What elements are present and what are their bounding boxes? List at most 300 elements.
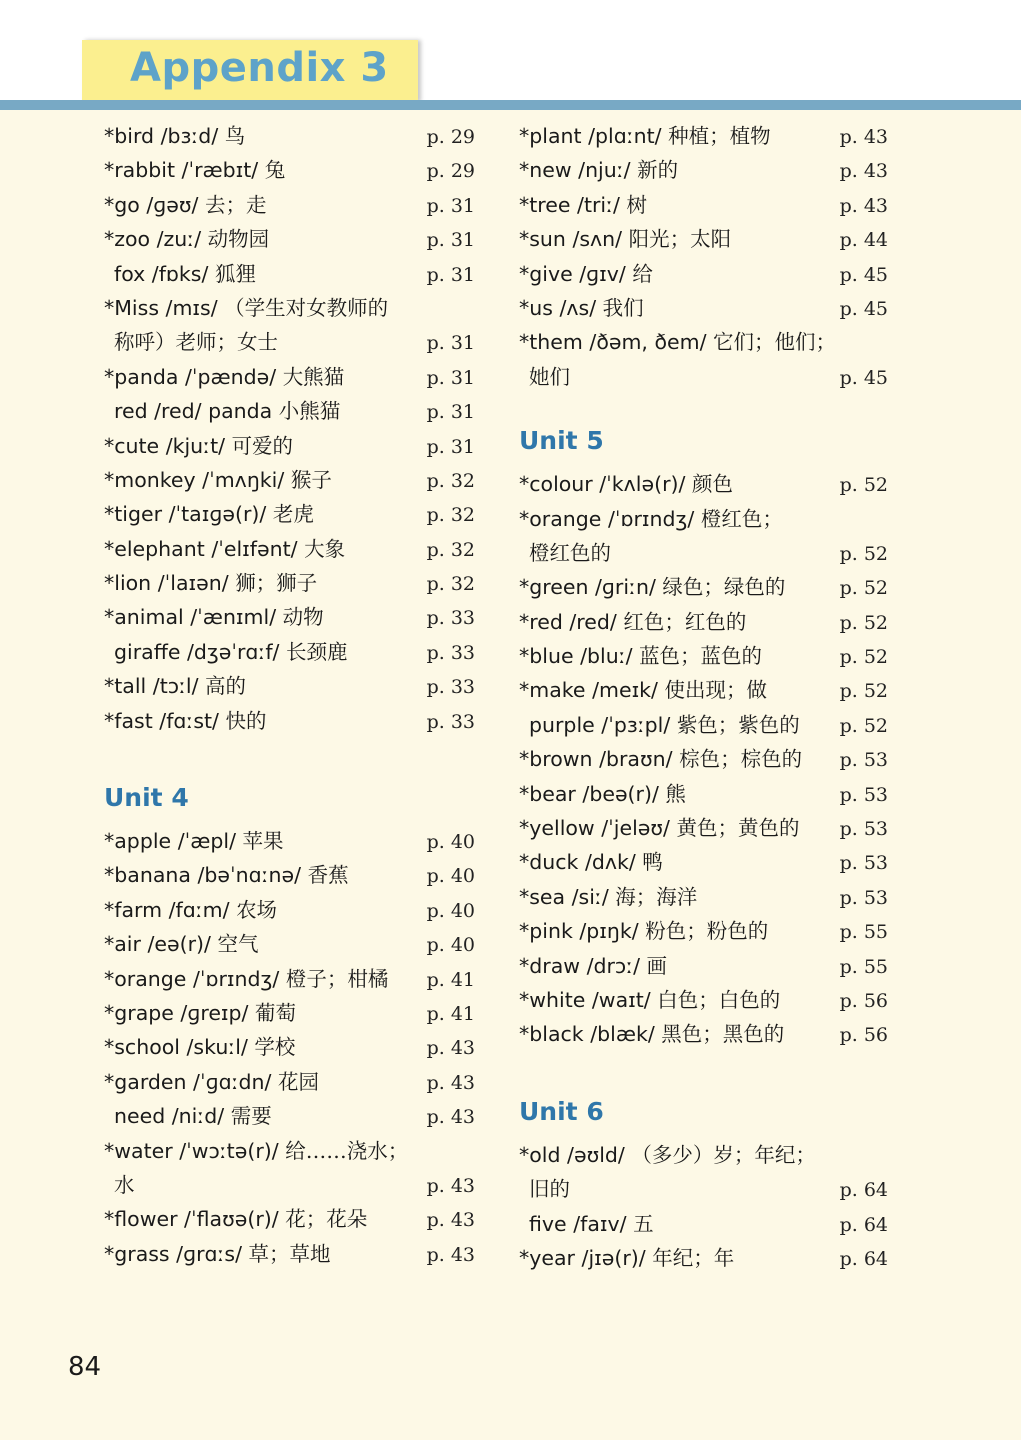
vocab-page-ref: p. 52 [839, 611, 888, 634]
vocab-entry [519, 570, 895, 604]
vocab-word: *us [519, 295, 553, 320]
vocab-meaning: 老虎 [272, 502, 314, 527]
vocab-word: purple [529, 712, 595, 737]
vocab-meaning: 可爱的 [231, 433, 294, 458]
vocab-text [114, 257, 256, 291]
vocab-page-ref: p. 43 [426, 1243, 475, 1266]
vocab-entry [519, 360, 895, 394]
vocab-phonetic: /dʒəˈrɑːf/ [186, 639, 280, 664]
vocab-word: *garden [104, 1069, 187, 1094]
vocab-word: *grape [104, 1000, 174, 1025]
vocab-group-unit5 [519, 467, 895, 1052]
vocab-entry [519, 673, 895, 707]
vocab-phonetic: /jɪə(r)/ [581, 1245, 646, 1270]
vocab-page-ref: p. 53 [839, 783, 888, 806]
vocab-phonetic: /beə(r)/ [582, 781, 659, 806]
vocab-meaning: 绿色；绿色的 [662, 575, 786, 600]
vocab-meaning: 长颈鹿 [285, 639, 348, 664]
vocab-word: *school [104, 1035, 180, 1060]
vocab-word: *zoo [104, 227, 151, 252]
vocab-text [519, 1241, 734, 1275]
vocab-text [519, 811, 800, 845]
vocab-entry [519, 188, 895, 222]
vocab-meaning: 蓝色；蓝色的 [639, 644, 763, 669]
vocab-text [519, 1138, 816, 1172]
vocab-page-ref: p. 31 [426, 229, 475, 252]
vocab-page-ref: p. 53 [839, 852, 888, 875]
vocab-page-ref: p. 52 [839, 680, 888, 703]
vocab-page-ref: p. 45 [839, 263, 888, 286]
vocab-text [529, 1172, 570, 1206]
vocab-page-ref: p. 32 [426, 573, 475, 596]
vocab-entry [104, 893, 480, 927]
page-title: Appendix 3 [130, 45, 389, 91]
vocab-page-ref: p. 33 [426, 607, 475, 630]
unit-6-heading: Unit 6 [519, 1096, 604, 1126]
vocab-entry [519, 983, 895, 1017]
vocab-phonetic: /skuːl/ [186, 1035, 248, 1060]
right-column [519, 119, 895, 1275]
vocab-phonetic: /pɪŋk/ [579, 919, 639, 944]
vocab-phonetic: /ˈtaɪɡə(r)/ [168, 502, 267, 527]
vocab-page-ref: p. 43 [426, 1037, 475, 1060]
vocab-page-ref: p. 41 [426, 968, 475, 991]
vocab-entry [104, 704, 480, 738]
vocab-page-ref: p. 40 [426, 934, 475, 957]
vocab-word: fox [114, 261, 146, 286]
vocab-text [519, 188, 647, 222]
vocab-meaning: 年纪；年 [652, 1245, 735, 1270]
vocab-text [519, 949, 667, 983]
vocab-text [114, 635, 347, 669]
vocab-word: *orange [104, 966, 187, 991]
vocab-page-ref: p. 43 [426, 1174, 475, 1197]
vocab-entry [104, 497, 480, 531]
vocab-meaning: 苹果 [242, 829, 284, 854]
vocab-meaning: 狮；狮子 [235, 571, 318, 596]
vocab-text [519, 1017, 784, 1051]
vocab-page-ref: p. 32 [426, 504, 475, 527]
vocab-phonetic: /dʌk/ [584, 850, 636, 875]
vocab-meaning: 旧的 [529, 1177, 570, 1202]
vocab-word: *apple [104, 829, 172, 854]
vocab-meaning: 去；走 [204, 192, 267, 217]
vocab-entry [104, 1202, 480, 1236]
vocab-meaning: 种植；植物 [668, 124, 771, 148]
vocab-word: *orange [519, 506, 602, 531]
vocab-phonetic: /ɡreɪp/ [180, 1000, 249, 1025]
vocab-phonetic: /triː/ [577, 192, 620, 217]
page-number: 84 [68, 1352, 102, 1382]
vocab-page-ref: p. 43 [426, 1209, 475, 1232]
vocab-page-ref: p. 32 [426, 538, 475, 561]
vocab-text [114, 394, 340, 428]
vocab-page-ref: p. 33 [426, 710, 475, 733]
vocab-word: *farm [104, 897, 163, 922]
vocab-text [104, 1134, 408, 1168]
vocab-word: *brown [519, 747, 593, 772]
vocab-entry [104, 153, 480, 187]
vocab-text [519, 153, 678, 187]
vocab-entry [104, 463, 480, 497]
vocab-text [104, 119, 245, 153]
spacer [519, 394, 895, 415]
vocab-word: *new [519, 158, 572, 183]
vocab-word: *grass [104, 1241, 170, 1266]
vocab-phonetic: /ˈlaɪən/ [157, 571, 229, 596]
vocab-meaning: 橙子；柑橘 [285, 966, 389, 991]
vocab-entry [104, 325, 480, 359]
vocab-phonetic: /ˈɒrɪndʒ/ [607, 506, 695, 531]
vocab-page-ref: p. 55 [839, 921, 888, 944]
vocab-phonetic: /faɪv/ [573, 1211, 627, 1236]
vocab-entry [519, 222, 895, 256]
vocab-text [529, 1207, 654, 1241]
vocab-page-ref: p. 31 [426, 435, 475, 458]
vocab-text [104, 824, 284, 858]
vocab-phonetic: /ʌs/ [559, 295, 597, 320]
vocab-entry [519, 949, 895, 983]
vocab-phonetic: /ˈwɔːtə(r)/ [179, 1138, 279, 1163]
vocab-meaning: 粉色；粉色的 [645, 919, 769, 944]
vocab-meaning: 高的 [205, 674, 247, 699]
vocab-text [104, 996, 296, 1030]
vocab-text [519, 605, 746, 639]
vocab-entry [519, 502, 895, 536]
vocab-meaning: 动物 [282, 605, 324, 630]
vocab-entry [519, 880, 895, 914]
vocab-meaning: 空气 [217, 932, 259, 957]
vocab-page-ref: p. 43 [839, 194, 888, 217]
vocab-text [519, 119, 771, 153]
vocab-text [519, 222, 731, 256]
vocab-page-ref: p. 56 [839, 1024, 888, 1047]
vocab-phonetic: /əʊld/ [567, 1142, 625, 1167]
vocab-word: *year [519, 1245, 575, 1270]
vocab-phonetic: /red/ panda [154, 399, 273, 424]
vocab-page-ref: p. 64 [839, 1179, 888, 1202]
vocab-entry [519, 605, 895, 639]
vocab-page-ref: p. 52 [839, 577, 888, 600]
vocab-entry [519, 467, 895, 501]
vocab-page-ref: p. 43 [839, 160, 888, 183]
vocab-phonetic: /waɪt/ [591, 987, 651, 1012]
vocab-text [519, 639, 762, 673]
unit-5-heading: Unit 5 [519, 426, 604, 456]
vocab-entry [104, 1237, 480, 1271]
vocab-meaning: 新的 [637, 158, 679, 183]
vocab-text [519, 325, 836, 359]
vocab-text [519, 467, 733, 501]
vocab-phonetic: /bluː/ [580, 644, 633, 669]
vocab-text [104, 291, 388, 325]
vocab-page-ref: p. 31 [426, 263, 475, 286]
vocab-page-ref: p. 31 [426, 332, 475, 355]
vocab-phonetic: /ɡɪv/ [579, 261, 626, 286]
vocab-meaning: 它们；他们； [713, 330, 837, 355]
vocab-group-unit4 [104, 824, 480, 1271]
vocab-text [519, 291, 644, 325]
vocab-word: *Miss [104, 295, 159, 320]
vocab-entry [519, 153, 895, 187]
vocab-phonetic: /ˈɡɑːdn/ [193, 1069, 272, 1094]
vocab-phonetic: /niːd/ [171, 1104, 225, 1129]
vocab-text [104, 858, 349, 892]
vocab-page-ref: p. 40 [426, 899, 475, 922]
vocab-page-ref: p. 33 [426, 676, 475, 699]
vocab-entry [104, 1065, 480, 1099]
vocab-phonetic: /kjuːt/ [165, 433, 226, 458]
vocab-phonetic: /njuː/ [578, 158, 631, 183]
vocab-entry [519, 1241, 895, 1275]
vocab-meaning: 葡萄 [255, 1000, 296, 1025]
vocab-text [104, 927, 258, 961]
vocab-entry [519, 742, 895, 776]
vocab-phonetic: /bɜːd/ [160, 124, 219, 148]
vocab-text [104, 566, 317, 600]
vocab-phonetic: /ɡriːn/ [595, 575, 656, 600]
vocab-phonetic: /ˈæpl/ [177, 829, 236, 854]
vocab-meaning: 黑色；黑色的 [661, 1022, 785, 1047]
vocab-phonetic: /fɒks/ [151, 261, 209, 286]
vocab-page-ref: p. 31 [426, 401, 475, 424]
vocab-entry [519, 777, 895, 811]
vocab-word: need [114, 1104, 166, 1129]
vocab-meaning: 称呼）老师；女士 [114, 330, 278, 355]
vocab-entry [519, 914, 895, 948]
left-column [104, 119, 480, 1271]
vocab-entry [104, 360, 480, 394]
vocab-meaning: （学生对女教师的 [224, 295, 389, 320]
vocab-word: *cute [104, 433, 160, 458]
vocab-entry [519, 325, 895, 359]
vocab-page-ref: p. 43 [426, 1106, 475, 1129]
vocab-meaning: 快的 [225, 708, 267, 733]
vocab-phonetic: /bəˈnɑːnə/ [197, 863, 302, 888]
vocab-entry [519, 708, 895, 742]
vocab-word: *bear [519, 781, 576, 806]
vocab-group-unit3-cont [519, 119, 895, 394]
vocab-phonetic: /ˈpændə/ [184, 364, 277, 389]
unit-4-heading: Unit 4 [104, 783, 189, 813]
vocab-entry [519, 811, 895, 845]
vocab-page-ref: p. 64 [839, 1213, 888, 1236]
vocab-meaning: 阳光；太阳 [628, 227, 732, 252]
vocab-meaning: 给 [632, 261, 653, 286]
vocab-text [104, 962, 388, 996]
vocab-text [104, 704, 266, 738]
vocab-meaning: 紫色；紫色的 [676, 712, 800, 737]
vocab-entry [104, 600, 480, 634]
vocab-text [114, 325, 278, 359]
vocab-text [104, 1202, 367, 1236]
vocab-word: *make [519, 678, 586, 703]
vocab-word: *animal [104, 605, 184, 630]
vocab-phonetic: /blæk/ [590, 1022, 655, 1047]
vocab-text [104, 1065, 319, 1099]
vocab-word: *tall [104, 674, 147, 699]
vocab-text [104, 222, 269, 256]
vocab-word: *panda [104, 364, 179, 389]
vocab-word: *tiger [104, 502, 163, 527]
vocab-page-ref: p. 53 [839, 818, 888, 841]
vocab-text [114, 1168, 135, 1202]
vocab-page-ref: p. 45 [839, 366, 888, 389]
vocab-phonetic: /ðəm, ðem/ [589, 330, 707, 355]
vocab-entry [104, 669, 480, 703]
vocab-page-ref: p. 44 [839, 229, 888, 252]
vocab-meaning: （多少）岁；年纪； [631, 1142, 816, 1167]
vocab-page-ref: p. 52 [839, 542, 888, 565]
vocab-meaning: 白色；白色的 [657, 987, 781, 1012]
vocab-entry [519, 1017, 895, 1051]
vocab-text [519, 502, 783, 536]
vocab-text [519, 742, 802, 776]
vocab-text [519, 983, 780, 1017]
vocab-text [529, 360, 570, 394]
vocab-entry [104, 1168, 480, 1202]
vocab-phonetic: /ˈræbɪt/ [181, 158, 259, 183]
vocab-word: *sea [519, 884, 566, 909]
vocab-phonetic: /ˈmʌŋki/ [202, 467, 285, 492]
vocab-entry [104, 188, 480, 222]
vocab-page-ref: p. 33 [426, 641, 475, 664]
vocab-meaning: 猴子 [290, 467, 332, 492]
vocab-word: *air [104, 932, 141, 957]
vocab-meaning: 花；花朵 [285, 1207, 368, 1232]
vocab-phonetic: /plɑːnt/ [588, 124, 662, 148]
vocab-word: *give [519, 261, 573, 286]
vocab-phonetic: /ˈflaʊə(r)/ [184, 1207, 279, 1232]
vocab-entry [519, 1138, 895, 1172]
vocab-entry [104, 222, 480, 256]
vocab-entry [104, 429, 480, 463]
vocab-entry [519, 536, 895, 570]
vocab-page-ref: p. 29 [426, 160, 475, 183]
vocab-phonetic: /braʊn/ [599, 747, 673, 772]
vocab-meaning: 小熊猫 [278, 399, 341, 424]
vocab-entry [104, 1030, 480, 1064]
vocab-text [104, 893, 277, 927]
vocab-meaning: 花园 [277, 1069, 319, 1094]
vocab-word: *fast [104, 708, 153, 733]
vocab-page-ref: p. 53 [839, 886, 888, 909]
vocab-text [104, 429, 293, 463]
vocab-entry [104, 927, 480, 961]
vocab-meaning: 鸟 [224, 124, 246, 148]
vocab-phonetic: /sʌn/ [572, 227, 623, 252]
vocab-meaning: 红色；红色的 [623, 609, 747, 634]
vocab-phonetic: /ˈelɪfənt/ [211, 536, 298, 561]
vocab-phonetic: /ˈjeləʊ/ [601, 816, 670, 841]
vocab-word: *bird [104, 124, 155, 148]
vocab-text [104, 360, 344, 394]
vocab-entry [104, 1099, 480, 1133]
vocab-page-ref: p. 55 [839, 955, 888, 978]
vocab-text [104, 1030, 295, 1064]
vocab-phonetic: /fɑːst/ [159, 708, 219, 733]
vocab-meaning: 树 [626, 192, 647, 217]
vocab-text [104, 532, 345, 566]
vocab-page-ref: p. 53 [839, 749, 888, 772]
vocab-meaning: 需要 [230, 1104, 272, 1129]
vocab-entry [519, 1172, 895, 1206]
vocab-meaning: 兔 [264, 158, 286, 183]
vocab-word: *green [519, 575, 589, 600]
vocab-page-ref: p. 43 [426, 1071, 475, 1094]
vocab-word: *blue [519, 644, 574, 669]
vocab-phonetic: /ɡəʊ/ [146, 192, 199, 217]
vocab-word: *flower [104, 1207, 178, 1232]
vocab-entry [104, 119, 480, 153]
vocab-text [519, 673, 767, 707]
vocab-text [104, 669, 246, 703]
vocab-word: *plant [519, 124, 582, 148]
vocab-meaning: 狐狸 [214, 261, 256, 286]
vocab-meaning: 画 [646, 953, 668, 978]
spacer [104, 738, 480, 772]
vocab-page-ref: p. 29 [426, 126, 475, 148]
vocab-text [519, 914, 768, 948]
vocab-text [529, 708, 800, 742]
vocab-entry [104, 532, 480, 566]
vocab-entry [104, 291, 480, 325]
vocab-page-ref: p. 41 [426, 1002, 475, 1025]
vocab-meaning: 橙红色的 [529, 540, 611, 565]
vocab-text [104, 153, 285, 187]
vocab-word: *black [519, 1022, 584, 1047]
vocab-group-unit3 [104, 119, 480, 738]
vocab-entry [104, 824, 480, 858]
vocab-phonetic: /drɔː/ [586, 953, 640, 978]
vocab-meaning: 五 [633, 1211, 654, 1236]
vocab-word: *tree [519, 192, 571, 217]
vocab-entry [104, 858, 480, 892]
vocab-meaning: 棕色；棕色的 [679, 747, 803, 772]
vocab-page-ref: p. 31 [426, 194, 475, 217]
vocab-entry [519, 257, 895, 291]
vocab-meaning: 橙红色； [700, 506, 783, 531]
vocab-entry [104, 962, 480, 996]
vocab-meaning: 她们 [529, 364, 570, 389]
vocab-phonetic: /siː/ [571, 884, 609, 909]
vocab-meaning: 海；海洋 [615, 884, 698, 909]
vocab-word: *red [519, 609, 563, 634]
vocab-meaning: 大熊猫 [282, 364, 345, 389]
vocab-entry [104, 257, 480, 291]
vocab-page-ref: p. 56 [839, 989, 888, 1012]
vocab-word: *white [519, 987, 586, 1012]
vocab-entry [519, 1207, 895, 1241]
vocab-page-ref: p. 45 [839, 297, 888, 320]
vocab-meaning: 给……浇水； [285, 1138, 409, 1163]
vocab-word: *old [519, 1142, 561, 1167]
vocab-meaning: 鸭 [642, 850, 663, 875]
vocab-word: *lion [104, 571, 152, 596]
appendix-title-box [82, 40, 418, 102]
vocab-word: *draw [519, 953, 581, 978]
vocab-phonetic: /mɪs/ [165, 295, 218, 320]
vocab-word: *yellow [519, 816, 595, 841]
vocab-entry [519, 845, 895, 879]
vocab-phonetic: /ˈkʌlə(r)/ [599, 472, 686, 497]
vocab-phonetic: /zuː/ [156, 227, 202, 252]
vocab-phonetic: /ˈɒrɪndʒ/ [192, 966, 280, 991]
vocab-text [114, 1099, 272, 1133]
vocab-page-ref: p. 31 [426, 366, 475, 389]
vocab-meaning: 使出现；做 [664, 678, 767, 703]
vocab-word: *monkey [104, 467, 196, 492]
